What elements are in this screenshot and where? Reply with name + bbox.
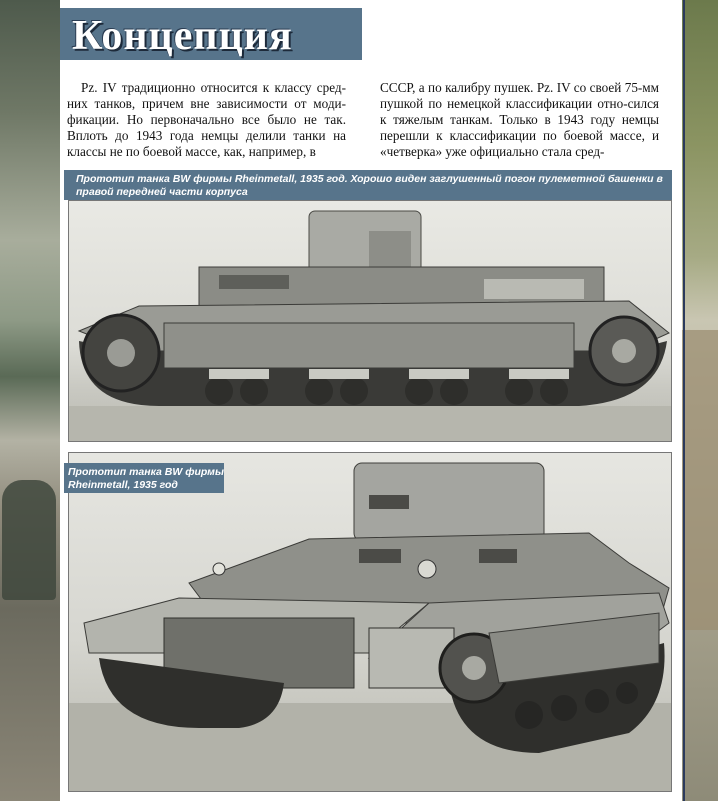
page-margin-line <box>683 0 685 801</box>
page-title: Концепция <box>72 13 293 59</box>
figure-caption-2: Прототип танка BW фирмы Rheinmetall, 1935 год <box>64 463 224 493</box>
tank-rear-photo <box>68 452 672 792</box>
tank-side-illustration <box>69 201 671 441</box>
text-column-right <box>380 80 659 159</box>
background-soldier-figure <box>2 480 56 600</box>
tank-rear-illustration <box>69 453 671 791</box>
tank-side-photo <box>68 200 672 442</box>
figure-caption-1: Прототип танка BW фирмы Rheinmetall, 1935 год. Хорошо виден заглушенный погон пулеметной башенки в правой передней части корпуса <box>64 170 672 200</box>
background-photo-left <box>0 0 60 801</box>
background-tank-right <box>682 330 718 630</box>
paragraph-left: Pz. IV традиционно относится к классу сред-них танков, причем вне зависимости от моди-фикации. Но первоначально все было не так. Вплоть до 1943 года немцы делили танки на классы не по боевой массе, как, например, в <box>67 80 346 159</box>
text-column-left <box>67 80 346 159</box>
paragraph-right: СССР, а по калибру пушек. Pz. IV со своей 75-мм пушкой по немецкой классификации отно-сился к тяжелым танкам. Только в 1943 году немцы перешли к классификации по боевой массе, и «четверка» уже официально стала сред- <box>380 80 659 159</box>
